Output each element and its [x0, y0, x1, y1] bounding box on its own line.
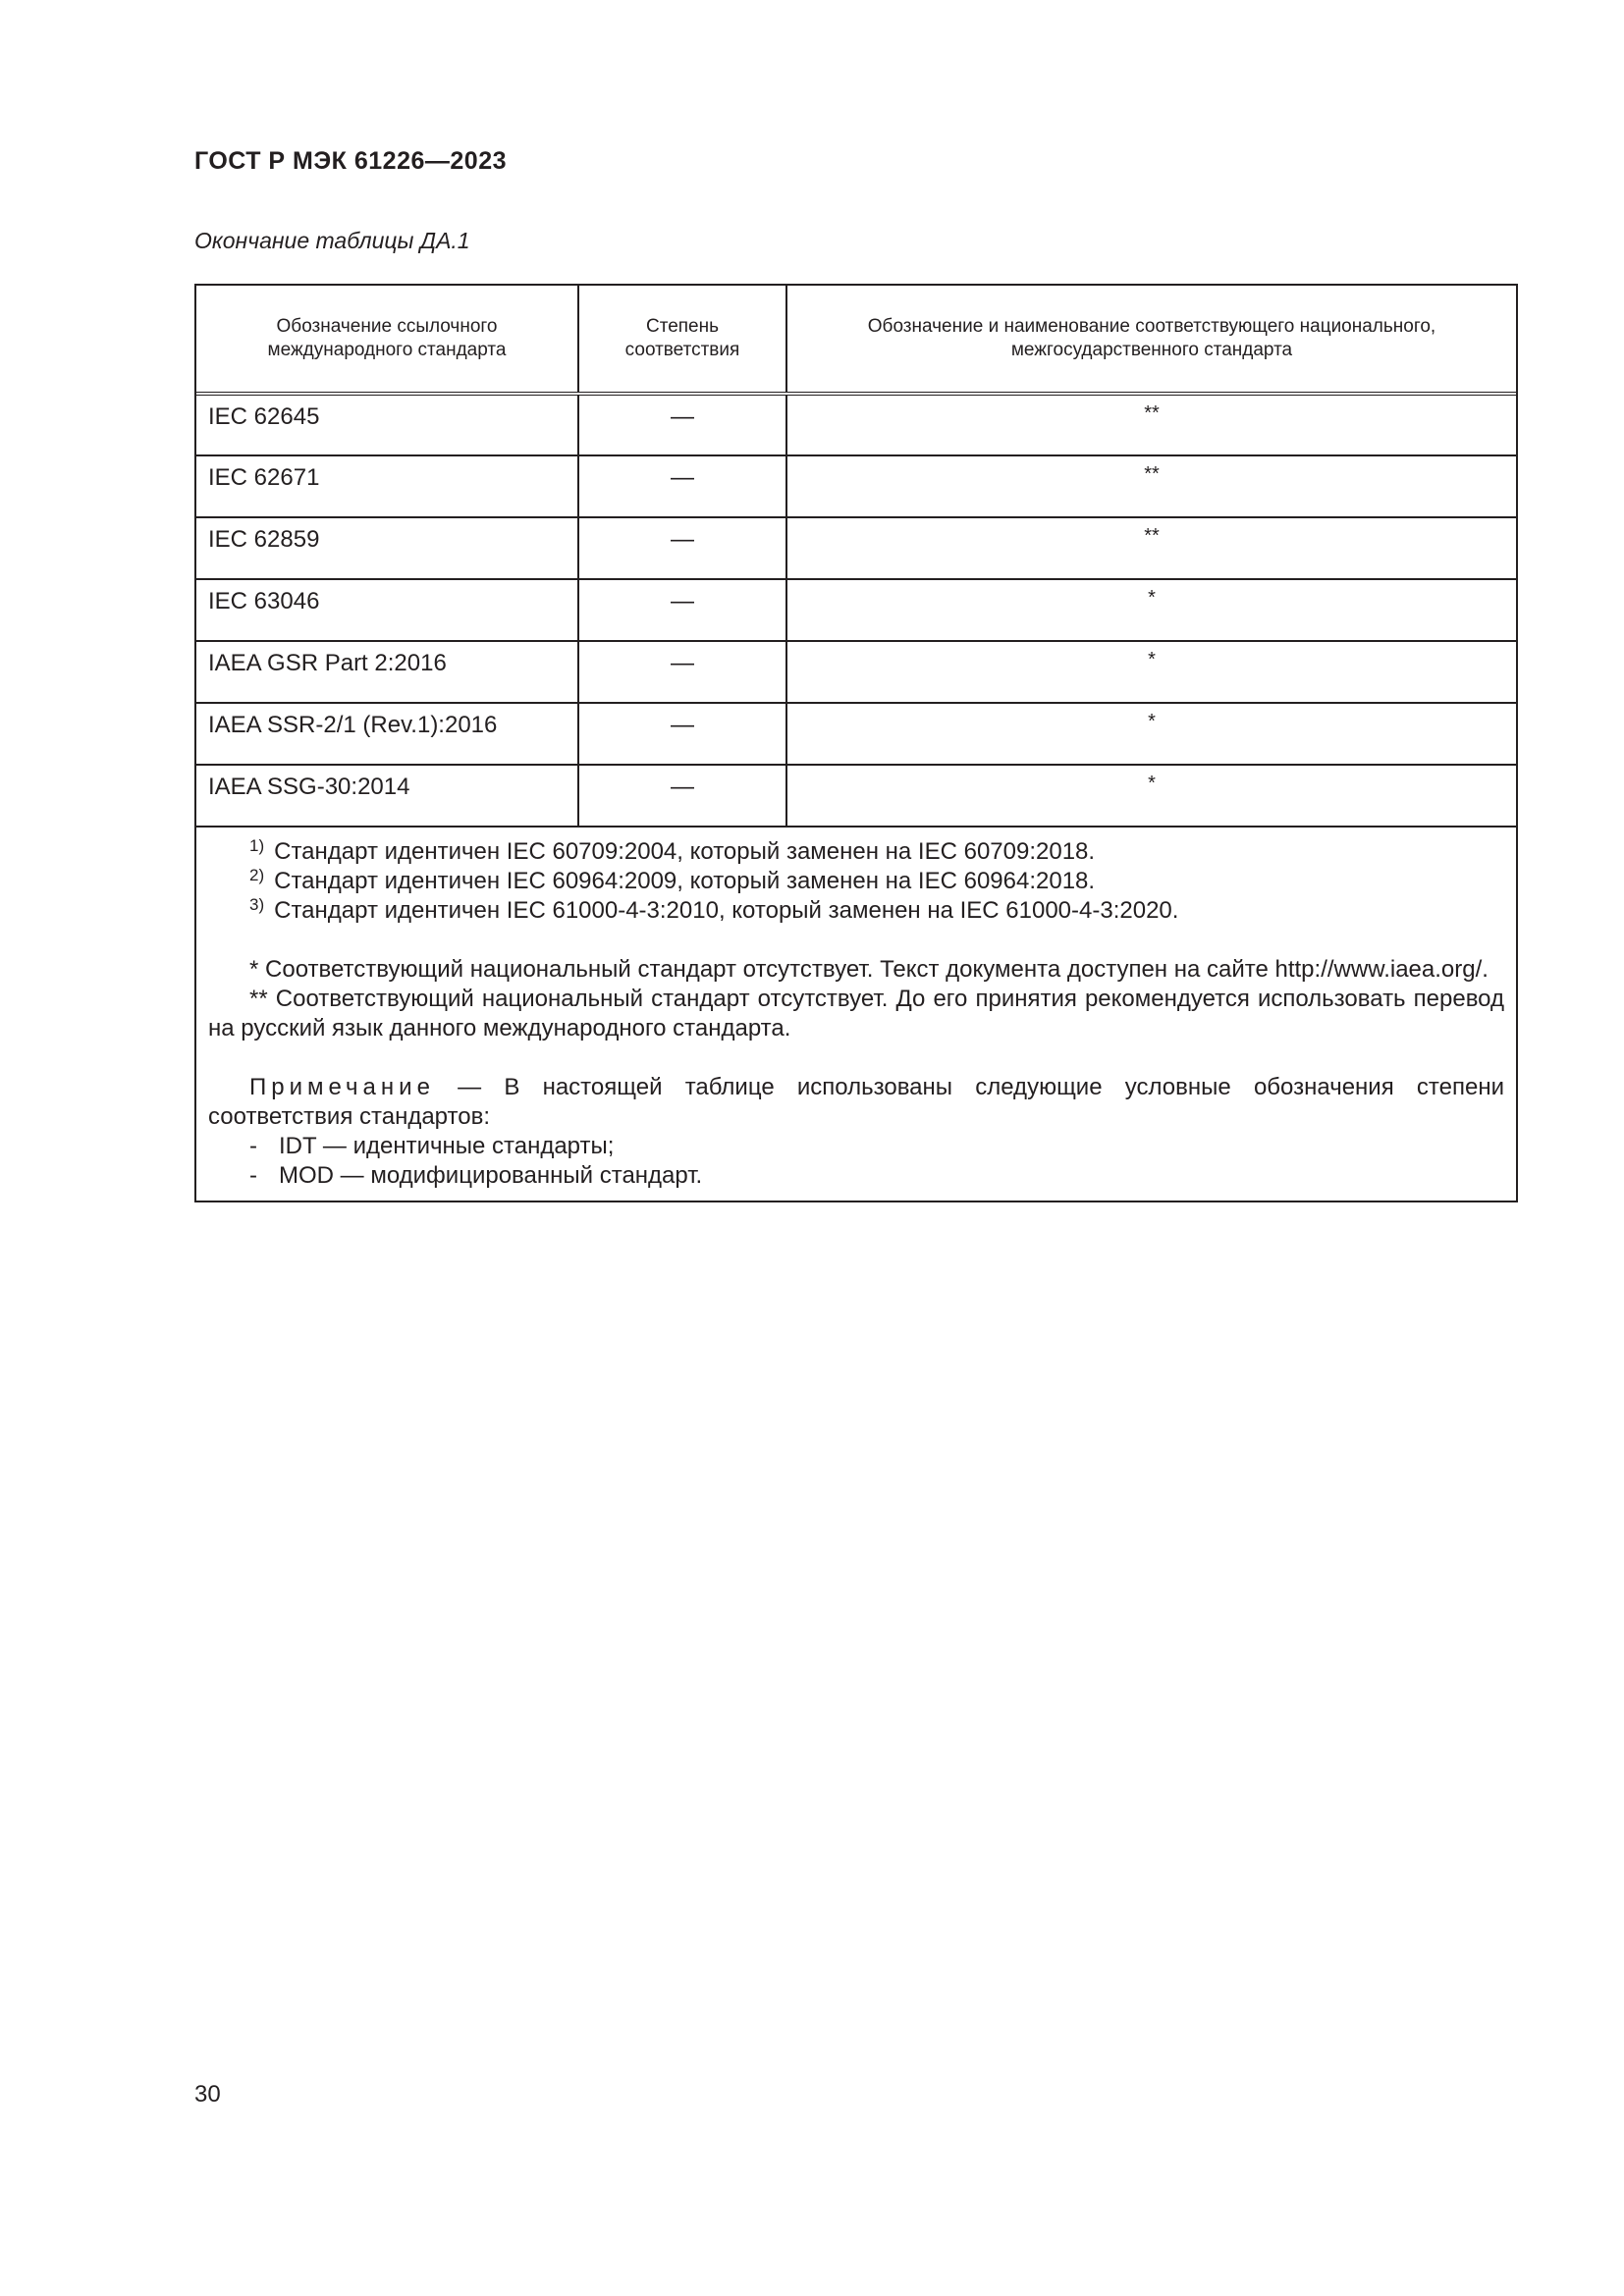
- header-national-standard: Обозначение и наименование соответствующего национального, межгосударственного стандарта: [786, 286, 1516, 394]
- table-row: [196, 641, 1516, 703]
- footnote-2: [208, 867, 1504, 896]
- cell-national: *: [786, 703, 1516, 765]
- footnote-mark: 1): [249, 836, 265, 855]
- header-international-standard: Обозначение ссылочного международного стандарта: [196, 286, 578, 394]
- table-row: [196, 394, 1516, 455]
- cell-standard: IAEA GSR Part 2:2016: [196, 641, 578, 703]
- cell-national: *: [786, 641, 1516, 703]
- footnote-text: Стандарт идентичен IEC 61000-4-3:2010, который заменен на IEC 61000-4-3:2020.: [274, 897, 1179, 924]
- footnote-mark: 2): [249, 866, 265, 884]
- cell-degree: —: [578, 517, 786, 579]
- cell-degree: —: [578, 703, 786, 765]
- document-title: ГОСТ Р МЭК 61226—2023: [194, 147, 508, 175]
- cell-national: **: [786, 394, 1516, 455]
- footnote-text: Стандарт идентичен IEC 60964:2009, который заменен на IEC 60964:2018.: [274, 868, 1096, 894]
- cell-standard: IEC 62859: [196, 517, 578, 579]
- cell-national: **: [786, 455, 1516, 517]
- table-row: [196, 765, 1516, 827]
- cell-national: *: [786, 579, 1516, 641]
- remark-item-mod: [208, 1161, 1504, 1191]
- list-dash: -: [249, 1133, 257, 1159]
- remark: [208, 1073, 1504, 1132]
- standards-table-container: [194, 284, 1518, 1202]
- footnote-3: [208, 896, 1504, 926]
- note-single-star: * Соответствующий национальный стандарт отсутствует. Текст документа доступен на сайте http://www.iaea.org/.: [249, 956, 1489, 983]
- table-header-row: [196, 286, 1516, 394]
- spacer: [208, 1043, 1504, 1073]
- list-dash: -: [249, 1162, 257, 1189]
- footnote-mark: 3): [249, 895, 265, 914]
- remark-item-idt: [208, 1132, 1504, 1161]
- cell-national: **: [786, 517, 1516, 579]
- note-double-star: ** Соответствующий национальный стандарт отсутствует. До его принятия рекомендуется использовать перевод на русский язык данного международного стандарта.: [208, 986, 1504, 1041]
- footnote-1: [208, 837, 1504, 867]
- cell-standard: IEC 62645: [196, 394, 578, 455]
- cell-degree: —: [578, 641, 786, 703]
- cell-standard: IAEA SSR-2/1 (Rev.1):2016: [196, 703, 578, 765]
- footnote-text: Стандарт идентичен IEC 60709:2004, который заменен на IEC 60709:2018.: [274, 838, 1096, 865]
- remark-item-text: IDT — идентичные стандарты;: [279, 1133, 615, 1159]
- table-caption: Окончание таблицы ДА.1: [194, 228, 470, 253]
- cell-degree: —: [578, 455, 786, 517]
- cell-standard: IEC 62671: [196, 455, 578, 517]
- table-row: [196, 703, 1516, 765]
- table-notes: [196, 828, 1516, 1201]
- table-row: [196, 579, 1516, 641]
- cell-degree: —: [578, 394, 786, 455]
- remark-label: Примечание: [249, 1074, 435, 1100]
- table-row: [196, 455, 1516, 517]
- cell-degree: —: [578, 579, 786, 641]
- page-number: 30: [194, 2081, 221, 2108]
- cell-standard: IAEA SSG-30:2014: [196, 765, 578, 827]
- cell-standard: IEC 63046: [196, 579, 578, 641]
- spacer: [208, 926, 1504, 955]
- cell-national: *: [786, 765, 1516, 827]
- table-row: [196, 517, 1516, 579]
- standards-table: [196, 286, 1516, 828]
- remark-item-text: MOD — модифицированный стандарт.: [279, 1162, 703, 1189]
- remark-text: — В настоящей таблице использованы следующие условные обозначения степени соответствия стандартов:: [208, 1074, 1504, 1130]
- header-degree-of-compliance: Степень соответствия: [578, 286, 786, 394]
- cell-degree: —: [578, 765, 786, 827]
